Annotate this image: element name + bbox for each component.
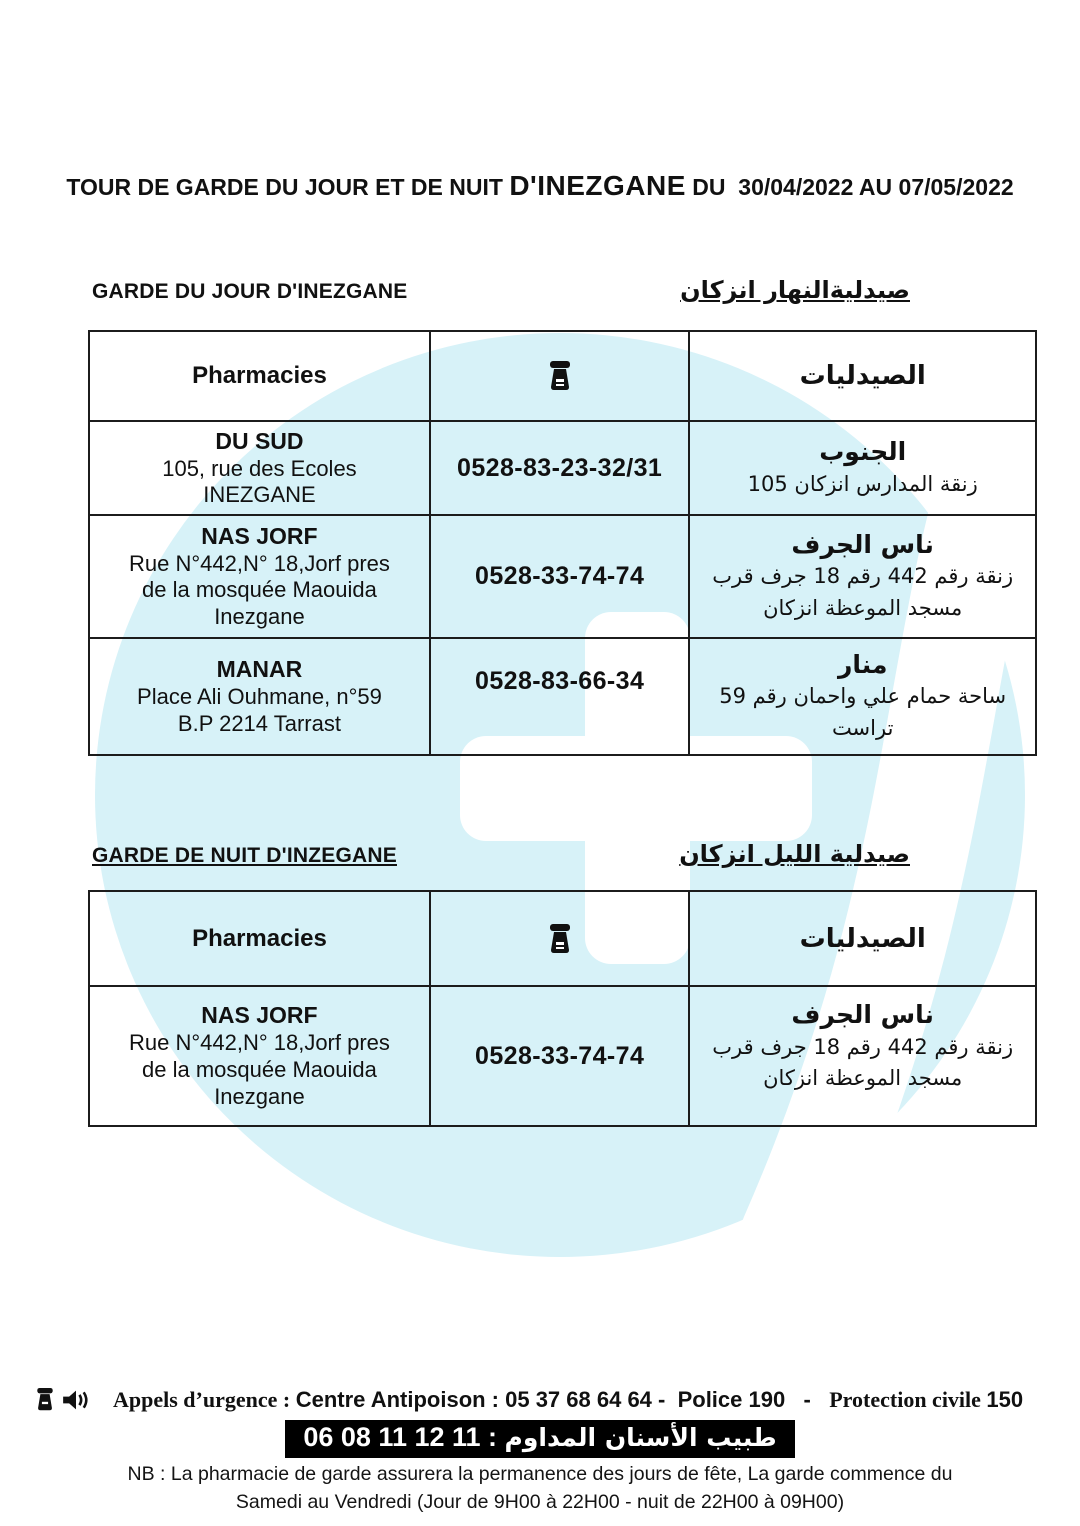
nb-note-line2: Samedi au Vendredi (Jour de 9H00 à 22H00 - nuit de 22H00 à 09H00) <box>235 1491 845 1513</box>
dentist-label-ar: طبيب الأسنان المداوم <box>504 1423 777 1452</box>
pharmacy-address: de la mosquée Maouida <box>142 577 377 603</box>
pharmacy-name: NAS JORF <box>201 522 318 549</box>
pharmacy-address: INEZGANE <box>203 482 316 508</box>
emergency-protection-label: Protection civile <box>829 1386 987 1412</box>
table-header-row <box>89 331 1036 421</box>
pharmacy-cell-ar <box>689 638 1036 755</box>
col-header-pharmacies-ar: الصيدليات <box>689 891 1036 986</box>
dentist-banner-text <box>285 1420 794 1458</box>
pharmacy-address: de la mosquée Maouida <box>142 1056 377 1082</box>
dentist-banner <box>0 1420 1080 1458</box>
night-heading-ar: صيدلية الليل انزكان <box>679 840 910 868</box>
pharmacy-cell <box>89 986 430 1126</box>
pharmacy-address-ar: زنقة رقم 442 رقم 18 جرف قرب مسجد الموعظة انزكان <box>712 564 1014 620</box>
speaker-icon <box>61 1388 91 1412</box>
table-row <box>89 638 1036 755</box>
nb-note-line1: NB : La pharmacie de garde assurera la permanence des jours de fête, La garde commence du <box>127 1463 953 1485</box>
col-header-pharmacies: Pharmacies <box>89 331 430 421</box>
pharmacy-name: NAS JORF <box>201 1002 318 1029</box>
telephone-icon <box>547 922 573 956</box>
pharmacy-address-ar: ساحة حمام علي واحمان رقم 59 تراست <box>719 684 1007 740</box>
night-section-heading <box>92 840 1038 868</box>
pharmacy-cell <box>89 515 430 638</box>
pharmacy-cell-ar <box>689 515 1036 638</box>
telephone-icon <box>547 359 573 393</box>
pharmacy-name: MANAR <box>216 656 303 683</box>
day-heading-fr: GARDE DU JOUR D'INEZGANE <box>92 280 408 303</box>
night-heading-fr: GARDE DE NUIT D'INZEGANE <box>92 844 397 867</box>
dentist-phone-number: 06 08 11 12 11 <box>303 1422 481 1452</box>
title-dates: DU 30/04/2022 AU 07/05/2022 <box>685 174 1014 200</box>
pharmacy-cell <box>89 421 430 515</box>
title-city: D'INEZGANE <box>509 170 686 201</box>
day-section-heading <box>92 276 1038 304</box>
title-prefix: TOUR DE GARDE DU JOUR ET DE NUIT <box>66 174 510 200</box>
pharmacy-address-ar: زنقة المدارس انزكان 105 <box>747 471 978 496</box>
emergency-numbers: Centre Antipoison : 05 37 68 64 64 - Police 190 - <box>295 1386 830 1412</box>
emergency-protection-number: 150 <box>986 1386 1024 1412</box>
pharmacy-name-ar: ناس الجرف <box>791 1000 934 1029</box>
pharmacy-address: Place Ali Ouhmane, n°59 <box>137 684 382 710</box>
pharmacy-table-night <box>88 890 1037 1127</box>
pharmacy-name-ar: ناس الجرف <box>791 529 934 559</box>
table-header-row <box>89 891 1036 986</box>
pharmacy-address: 105, rue des Ecoles <box>162 455 357 481</box>
pharmacy-name-ar: منار <box>837 649 888 679</box>
table-row <box>89 421 1036 515</box>
pharmacy-name: DU SUD <box>215 427 304 454</box>
col-header-phone <box>430 891 689 986</box>
pharmacy-table-day <box>88 330 1037 756</box>
day-heading-ar: صيدليةالنهار انزكان <box>680 276 910 304</box>
phone-number: 0528-83-23-32/31 <box>430 421 689 515</box>
page-title <box>0 170 1080 202</box>
pharmacy-address: Rue N°442,N° 18,Jorf pres <box>128 550 390 576</box>
pharmacy-address: Rue N°442,N° 18,Jorf pres <box>128 1030 390 1056</box>
pharmacy-address: B.P 2214 Tarrast <box>177 710 341 736</box>
emergency-line <box>35 1386 1045 1413</box>
pharmacy-address: Inezgane <box>214 1083 305 1109</box>
phone-number: 0528-83-66-34 <box>430 638 689 755</box>
emergency-icons <box>35 1386 91 1413</box>
col-header-pharmacies: Pharmacies <box>89 891 430 986</box>
telephone-icon <box>35 1386 55 1413</box>
phone-number: 0528-33-74-74 <box>430 515 689 638</box>
phone-number: 0528-33-74-74 <box>430 986 689 1126</box>
pharmacy-cell-ar <box>689 421 1036 515</box>
pharmacy-address: Inezgane <box>214 604 305 630</box>
table-row <box>89 515 1036 638</box>
pharmacy-name-ar: الجنوب <box>819 437 907 466</box>
pharmacy-address-ar: زنقة رقم 442 رقم 18 جرف قرب مسجد الموعظة انزكان <box>712 1034 1014 1090</box>
emergency-label: Appels d’urgence : <box>113 1386 296 1412</box>
col-header-phone <box>430 331 689 421</box>
pharmacy-cell-ar <box>689 986 1036 1126</box>
col-header-pharmacies-ar: الصيدليات <box>689 331 1036 421</box>
dentist-separator: : <box>480 1422 505 1452</box>
table-row <box>89 986 1036 1126</box>
pharmacy-cell <box>89 638 430 755</box>
